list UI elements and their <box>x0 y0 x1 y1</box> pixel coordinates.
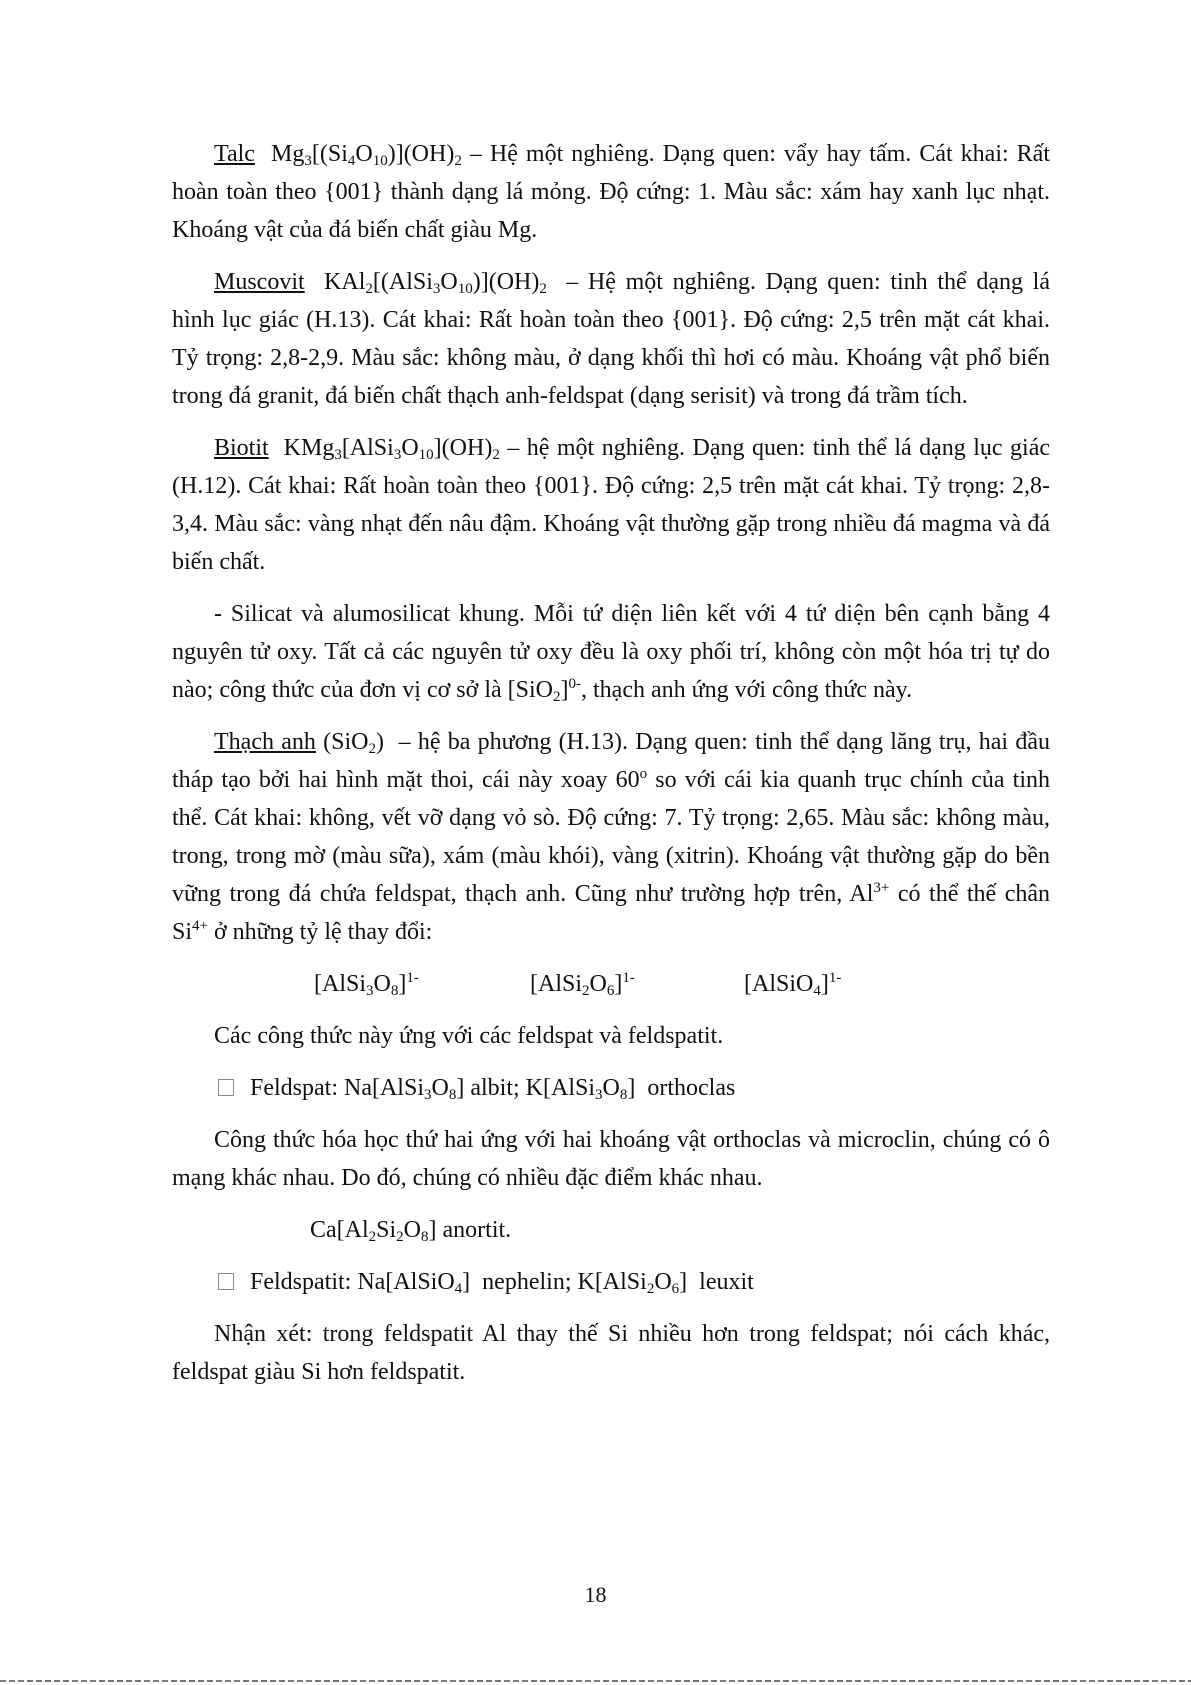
formula-alsi3o8: $[AlSi_3O_8]^{1-}$ <box>314 970 419 999</box>
thach-anh-paragraph: Thạch anh (SiO$_2$) – hệ ba phương (H.13). Dạng quen: tinh thể dạng lăng trụ, hai đầu tháp tạo bởi hai hình mặt thoi, cái này xoay 60$^o$ so với cái kia quanh trục chính của tinh thể. Cát khai: không, vết vỡ dạng vỏ sò. Độ cứng: 7. Tỷ trọng: 2,65. Màu sắc: không màu, trong, trong mờ (màu sữa), xám (màu khói), vàng (xitrin). Khoáng vật thường gặp do bền vững trong đá chứa feldspat, thạch anh. Cũng như trường hợp trên, $Al^{3+}$ có thể thế chân $Si^{4+}$ ở những tỷ lệ thay đổi: <box>172 729 1051 945</box>
page-body <box>172 135 1050 1405</box>
talc-text: – Hệ một nghiêng. Dạng quen: vẩy hay tấm. Cát khai: Rất hoàn toàn theo {001} thành dạng lá mỏng. Độ cứng: 1. Màu sắc: xám hay xanh lục nhạt. Khoáng vật của đá biến chất giàu Mg. <box>172 141 1051 243</box>
checkbox-icon <box>218 1079 234 1096</box>
nhan-xet-paragraph: Nhận xét: trong feldspatit Al thay thế Si nhiều hơn trong feldspat; nói cách khác, feldspat giàu Si hơn feldspatit. <box>172 1321 1050 1385</box>
muscovit-text: – Hệ một nghiêng. Dạng quen: tinh thể dạng lá hình lục giác (H.13). Cát khai: Rất hoàn toàn theo {001}. Độ cứng: 2,5 trên mặt cát khai. Tỷ trọng: 2,8-2,9. Màu sắc: không màu, ở dạng khối thì hơi có màu. Khoáng vật phổ biến trong đá granit, đá biến chất thạch anh-feldspat (dạng serisit) và trong đá trầm tích. <box>172 269 1051 409</box>
anortit-line: $Ca[Al_2Si_2O_8]$ anortit. <box>310 1217 512 1245</box>
checkbox-icon <box>218 1273 234 1290</box>
page-number: 18 <box>584 1582 607 1607</box>
framework-formulas <box>172 965 1050 1003</box>
formula-alsio4: [AlSiO$_4$]$^{1-}$ <box>744 970 842 999</box>
thach-anh-term: Thạch anh <box>214 729 316 755</box>
biotit-term: Biotit <box>214 435 269 461</box>
silicat-khung-paragraph: - Silicat và alumosilicat khung. Mỗi tứ diện liên kết với 4 tứ diện bên cạnh bằng 4 nguyên tử oxy. Tất cả các nguyên tử oxy đều là oxy phối trí, không còn một hóa trị tự do nào; công thức của đơn vị cơ sở là $[SiO_2]^{0-}$, thạch anh ứng với công thức này. <box>172 601 1050 705</box>
feldspatit-line: Feldspatit: Na[AlSiO$_4$] nephelin; $K[AlSi_2O_6]$ leuxit <box>172 1263 1050 1301</box>
talc-formula: $Mg_3[(Si_4O_{10})](OH)_2$ <box>271 141 462 169</box>
feldspat-line: Feldspat: $Na[AlSi_3O_8]$ albit; $K[AlSi_3O_8]$ orthoclas <box>172 1069 1050 1107</box>
talc-term: Talc <box>214 141 255 167</box>
biotit-paragraph <box>172 429 1050 581</box>
sio2-formula: $[SiO_2]^{0-}$ <box>507 676 582 705</box>
biotit-formula: $KMg_3[AlSi_3O_{10}](OH)_2$ <box>283 435 500 463</box>
muscovit-paragraph <box>172 263 1050 415</box>
bottom-border <box>0 1680 1191 1682</box>
formulas-note: Các công thức này ứng với các feldspat và feldspatit. <box>214 1023 724 1049</box>
formula-alsi2o6: $[AlSi_2O_6]^{1-}$ <box>530 970 635 999</box>
biotit-text: – hệ một nghiêng. Dạng quen: tinh thể lá dạng lục giác (H.12). Cát khai: Rất hoàn toàn theo {001}. Độ cứng: 2,5 trên mặt cát khai. Tỷ trọng: 2,8-3,4. Màu sắc: vàng nhạt đến nâu đậm. Khoáng vật thường gặp trong nhiều đá magma và đá biến chất. <box>172 435 1051 575</box>
muscovit-formula: $KAl_2[(AlSi_3O_{10})](OH)_2$ <box>324 269 547 297</box>
orthoclas-note: Công thức hóa học thứ hai ứng với hai khoáng vật orthoclas và microclin, chúng có ô mạng khác nhau. Do đó, chúng có nhiều đặc điểm khác nhau. <box>172 1127 1050 1191</box>
talc-paragraph <box>172 135 1050 249</box>
muscovit-term: Muscovit <box>214 269 305 295</box>
